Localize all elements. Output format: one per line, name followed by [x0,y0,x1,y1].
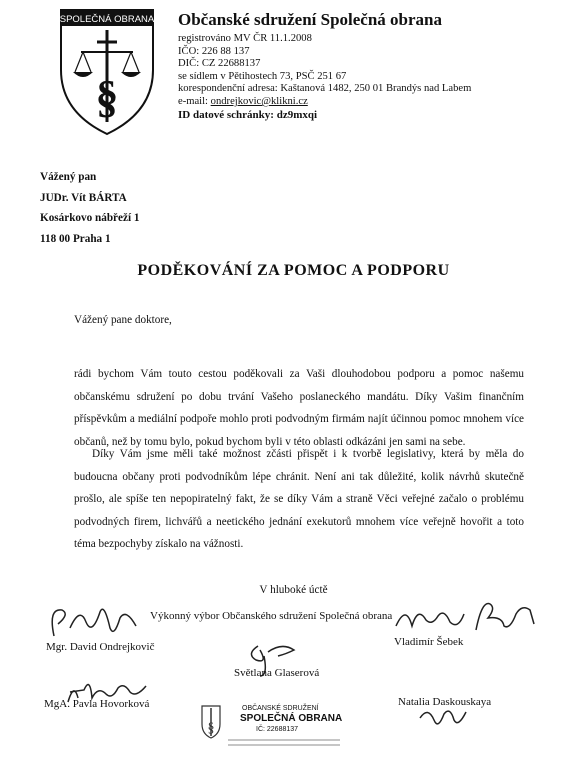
ico-line: IČO: 226 88 137 [178,45,250,57]
salutation: Vážený pane doktore, [74,314,172,326]
recipient-name: JUDr. Vít BÁRTA [40,191,127,204]
stamp-line-2: SPOLEČNÁ OBRANA [240,713,343,724]
databox-line: ID datové schránky: dz9mxqi [178,108,318,121]
svg-text:§: § [95,71,119,122]
organization-name: Občanské sdružení Společná obrana [178,10,443,29]
organization-stamp [200,702,350,750]
signatory-hovorkova: MgA. Pavla Hovorková [44,698,150,710]
email-link[interactable]: ondrejkovic@klikni.cz [210,95,308,107]
signatory-glaserova: Světlana Glaserová [234,667,320,679]
letter-title: PODĚKOVÁNÍ ZA POMOC A PODPORU [137,262,450,279]
svg-text:§: § [207,721,215,736]
recipient-greeting: Vážený pan [40,171,97,183]
dic-line: DIČ: CZ 22688137 [178,58,261,70]
body-paragraph-1: rádi bychom Vám touto cestou poděkovali za Vaši dlouhodobou podporu a pomoc našemu občanskému sdružení po dobu trvání Vašeho poslaneckého mandátu. Díky Vašim finančním příspěvkům a mediální podpoře mohlo proti podvodným firmám najít účinnou pomoc mnohem více občanů, než by tomu bylo, pokud bychom byli v této oblasti odkázáni jen sami na sebe. [74,368,524,448]
signature-daskouskaya [414,702,474,732]
correspondence-line: korespondenční adresa: Kaštanová 1482, 250 01 Brandýs nad Labem [178,83,472,95]
email-label: e-mail: [178,95,211,107]
signatory-ondrejkovic: Mgr. David Ondrejkovič [46,641,155,653]
signature-ondrejkovic [40,598,150,644]
signatory-sebek: Vladimír Šebek [394,636,464,648]
body-paragraph-2: Díky Vám jsme měli také možnost zčásti přispět i k tvorbě legislativy, která by měla do budoucna občany proti podvodníkům lépe chránit. Není ani tak důležité, kolik návrhů skutečně prošlo, ale spíše ten nepopiratelný fakt, že se díky Vám a straně Věci veřejné začalo o problému podvodných firem, lichvářů a neetického jednání exekutorů mnohem více veřejně hovořit a toto téma bezpochyby získalo na vážnosti. [74,448,524,550]
signature-sebek [392,596,542,640]
recipient-address [40,167,139,249]
logo-text: SPOLEČNÁ OBRANA [59,14,155,25]
committee-line: Výkonný výbor Občanského sdružení Společná obrana [150,610,393,622]
recipient-city: 118 00 Praha 1 [40,232,111,245]
organization-logo [59,8,155,136]
stamp-line-1: OBČANSKÉ SDRUŽENÍ [242,705,319,712]
recipient-street: Kosárkovo nábřeží 1 [40,212,140,224]
email-line [178,96,471,109]
seat-line: se sídlem v Pětihostech 73, PSČ 251 67 [178,70,347,82]
signatory-daskouskaya: Natalia Daskouskaya [398,696,492,708]
closing: V hluboké úctě [259,584,328,596]
stamp-line-3: IČ: 22688137 [256,726,299,733]
registration-line: registrováno MV ČR 11.1.2008 [178,33,312,44]
organization-details [178,33,471,121]
